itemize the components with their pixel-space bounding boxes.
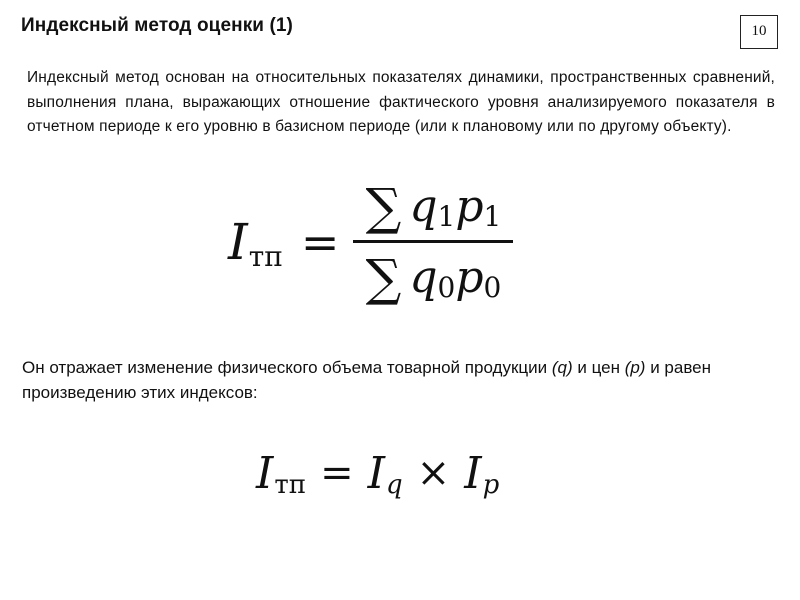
formula-1-numerator [362,178,506,236]
formula-1-denominator-p-sub: 0 [483,271,502,304]
formula-1-denominator-q: q [409,252,438,303]
formula-2-lhs-symbol: I [256,447,274,499]
formula-1-denominator-p: p [455,252,484,303]
slide-title: Индексный метод оценки (1) [21,15,293,36]
slide-number: 10 [740,15,778,49]
formula-1-numerator-p-sub: 1 [483,200,502,233]
formula-2-term-1-symbol: I [367,447,386,499]
formula-1-equals: = [300,215,340,269]
formula-1-denominator [362,249,506,307]
paragraph-2-part-1: Он отражает изменение физического объема товарной продукции [22,358,552,377]
paragraph-2-p-label: (p) [624,358,646,377]
paragraph-2-q-label: (q) [551,358,573,377]
formula-1-fraction [353,178,513,307]
formula-1-lhs-subscript: тп [248,239,283,273]
paragraph-index-method-definition: Индексный метод основан на относительных показателях динамики, пространственных сравнений, выполнения плана, выражающих отношение фактического уровня анализируемого показателя в отчетном периоде к его уровню в базисном периоде (или к плановому или по другому объекту). [27,69,775,135]
formula-index-ratio [228,172,513,312]
formula-2-equals: = [320,450,354,496]
paragraph-2-part-3: и равен произведению этих индексов: [22,358,712,402]
formula-2-term-2-subscript: p [482,470,500,500]
formula-1-denominator-q-sub: 0 [437,271,456,304]
paragraph-index-explanation [22,355,782,405]
formula-2-lhs-subscript: тп [274,470,307,500]
formula-1-fraction-bar [353,240,513,243]
formula-1-numerator-q: q [409,181,438,232]
paragraph-2-part-2: и цен [572,358,625,377]
formula-1-numerator-sum: ∑ [365,177,402,236]
formula-1-lhs-symbol: I [228,213,248,271]
formula-1-numerator-q-sub: 1 [437,200,456,233]
formula-1-denominator-sum: ∑ [365,248,402,307]
formula-2-term-2-symbol: I [464,447,482,499]
formula-2-term-1-subscript: q [386,470,403,500]
formula-index-product [256,438,499,508]
formula-2-times: × [416,450,451,496]
formula-1-numerator-p: p [455,181,484,232]
